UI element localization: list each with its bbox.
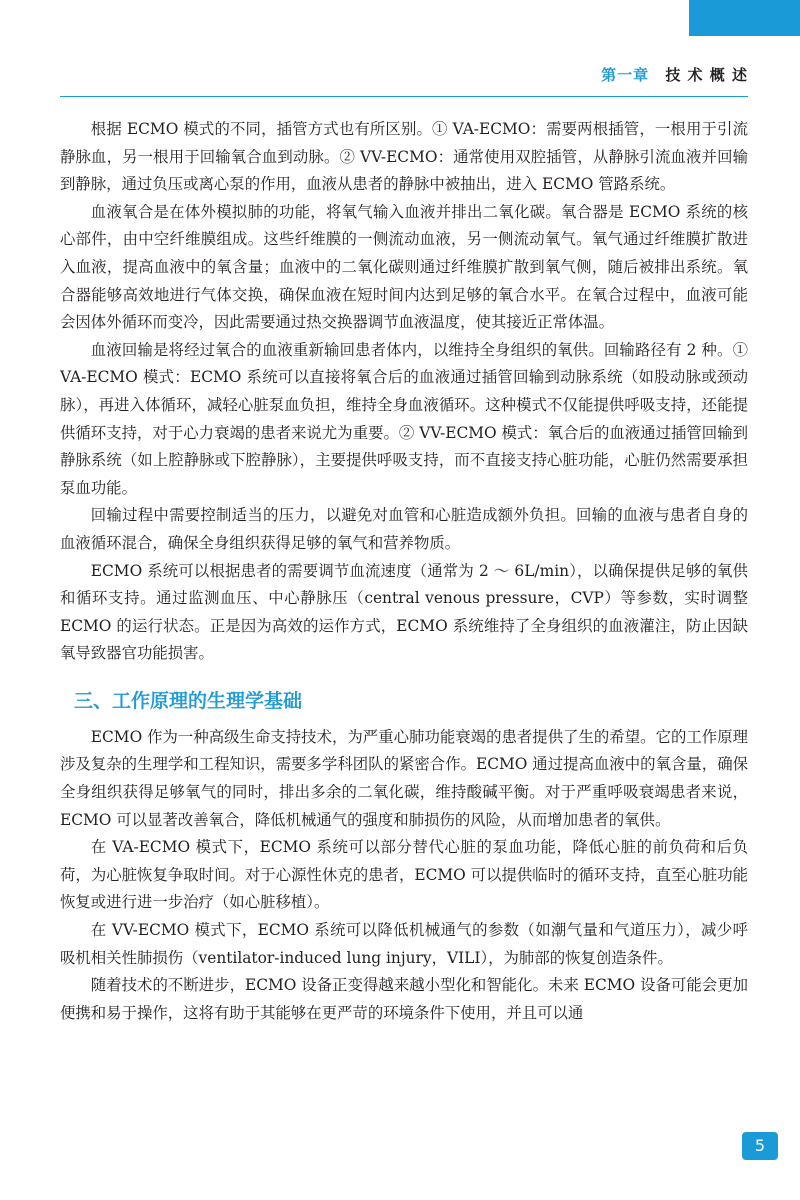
paragraph: 在 VA-ECMO 模式下，ECMO 系统可以部分替代心脏的泵血功能，降低心脏的前负荷和后负荷，为心脏恢复争取时间。对于心源性休克的患者，ECMO 可以提供临时的循环支持，直至心脏功能恢复或进行进一步治疗（如心脏移植）。	[60, 838, 748, 912]
corner-tab-decoration	[689, 0, 800, 36]
header-divider	[60, 96, 748, 97]
section-heading: 三、工作原理的生理学基础	[74, 689, 303, 712]
paragraph: ECMO 作为一种高级生命支持技术，为严重心肺功能衰竭的患者提供了生的希望。它的工作原理涉及复杂的生理学和工程知识，需要多学科团队的紧密合作。ECMO 通过提高血液中的氧含量，确保全身组织获得足够氧气的同时，排出多余的二氧化碳，维持酸碱平衡。对于严重呼吸衰竭患者来说，ECMO 可以显著改善氧合，降低机械通气的强度和肺损伤的风险，从而增加患者的氧供。	[60, 727, 748, 829]
paragraph: 随着技术的不断进步，ECMO 设备正变得越来越小型化和智能化。未来 ECMO 设备可能会更加便携和易于操作，这将有助于其能够在更严苛的环境条件下使用，并且可以通	[60, 976, 748, 1022]
page-number: 5	[742, 1132, 778, 1160]
paragraph: ECMO 系统可以根据患者的需要调节血流速度（通常为 2 ～ 6L/min），以确保提供足够的氧供和循环支持。通过监测血压、中心静脉压（central venous pressure，CVP）等参数，实时调整 ECMO 的运行状态。正是因为高效的运作方式，ECMO 系统维持了全身组织的血液灌注，防止因缺氧导致器官功能损害。	[60, 561, 748, 663]
paragraph: 在 VV-ECMO 模式下，ECMO 系统可以降低机械通气的参数（如潮气量和气道压力），减少呼吸机相关性肺损伤（ventilator-induced lung injury，VILI），为肺部的恢复创造条件。	[60, 921, 748, 967]
page-body	[60, 116, 748, 1027]
chapter-header	[601, 64, 748, 85]
paragraph: 回输过程中需要控制适当的压力，以避免对血管和心脏造成额外负担。回输的血液与患者自身的血液循环混合，确保全身组织获得足够的氧气和营养物质。	[60, 506, 748, 552]
paragraph: 血液回输是将经过氧合的血液重新输回患者体内，以维持全身组织的氧供。回输路径有 2 种。① VA-ECMO 模式：ECMO 系统可以直接将氧合后的血液通过插管回输到动脉系统（如股动脉或颈动脉），再进入体循环，减轻心脏泵血负担，维持全身血液循环。这种模式不仅能提供呼吸支持，还能提供循环支持，对于心力衰竭的患者来说尤为重要。② VV-ECMO 模式：氧合后的血液通过插管回输到静脉系统（如上腔静脉或下腔静脉），主要提供呼吸支持，而不直接支持心脏功能，心脏仍然需要承担泵血功能。	[60, 340, 748, 497]
paragraph: 根据 ECMO 模式的不同，插管方式也有所区别。① VA-ECMO：需要两根插管，一根用于引流静脉血，另一根用于回输氧合血到动脉。② VV-ECMO：通常使用双腔插管，从静脉引流血液并回输到静脉，通过负压或离心泵的作用，血液从患者的静脉中被抽出，进入 ECMO 管路系统。	[60, 120, 748, 194]
paragraph: 血液氧合是在体外模拟肺的功能，将氧气输入血液并排出二氧化碳。氧合器是 ECMO 系统的核心部件，由中空纤维膜组成。这些纤维膜的一侧流动血液，另一侧流动氧气。氧气通过纤维膜扩散进入血液，提高血液中的氧含量；血液中的二氧化碳则通过纤维膜扩散到氧气侧，随后被排出系统。氧合器能够高效地进行气体交换，确保血液在短时间内达到足够的氧合水平。在氧合过程中，血液可能会因体外循环而变冷，因此需要通过热交换器调节血液温度，使其接近正常体温。	[60, 202, 748, 332]
chapter-number: 第一章	[601, 66, 650, 84]
chapter-title: 技 术 概 述	[665, 66, 748, 84]
